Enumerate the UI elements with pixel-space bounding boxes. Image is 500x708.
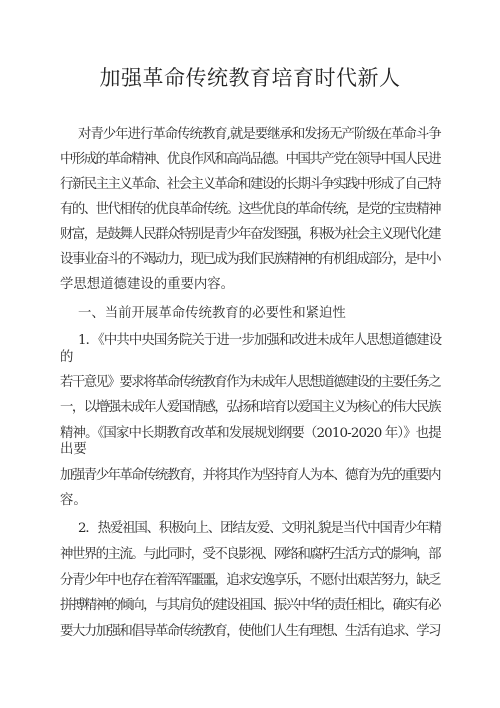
paragraph-line: 出要: [60, 442, 87, 457]
section-heading: 一、当前开展革命传统教育的必要性和紧迫性: [78, 306, 346, 321]
paragraph-line: 加强青少年革命传统教育，并将其作为坚持育人为本、德育为先的重要内: [60, 468, 440, 483]
paragraph-line: 学思想道德建设的重要内容。: [60, 277, 235, 292]
document-title: 加强革命传统教育培育时代新人: [99, 66, 401, 90]
paragraph-line: 要大力加强和倡导革命传统教育，使他们人生有理想、生活有追求、学习: [60, 624, 440, 639]
paragraph-line: 神世界的主流。与此同时，受不良影视、网络和腐朽生活方式的影响，部: [60, 547, 440, 562]
paragraph-line: 容。: [60, 493, 87, 508]
paragraph-line: 一，以增强未成年人爱国情感，弘扬和培育以爱国主义为核心的伟大民族: [60, 400, 440, 415]
paragraph-line: 精神。《国家中长期教育改革和发展规划纲要（2010-2020 年）》也提: [60, 426, 441, 441]
paragraph-line: 的: [60, 350, 74, 365]
paragraph-line: 行新民主主义革命、社会主义革命和建设的长期斗争实践中形成了自己特: [60, 177, 440, 192]
paragraph-line: 设事业奋斗的不竭动力，现已成为我们民族精神的有机组成部分，是中小: [60, 252, 440, 267]
paragraph-line: 中形成的革命精神、优良作风和高尚品德。中国共产党在领导中国人民进: [60, 152, 440, 167]
paragraph-line: 若干意见》要求将革命传统教育作为未成年人思想道德建设的主要任务之: [60, 375, 440, 390]
paragraph-line: 有的、世代相传的优良革命传统。这些优良的革命传统，是党的宝贵精神: [60, 202, 440, 217]
paragraph-line: 对青少年进行革命传统教育,就是要继承和发扬无产阶级在革命斗争: [78, 127, 441, 142]
paragraph-line: 1．《中共中央国务院关于进一步加强和改进未成年人思想道德建设: [78, 333, 442, 348]
paragraph-line: 拼搏精神的倾向，与其肩负的建设祖国、振兴中华的责任相比，确实有必: [60, 598, 440, 613]
paragraph-line: 2．热爱祖国、积极向上、团结友爱、文明礼貌是当代中国青少年精: [78, 521, 441, 536]
paragraph-line: 财富，是鼓舞人民群众特别是青少年奋发图强，积极为社会主义现代化建: [60, 227, 440, 242]
paragraph-line: 分青少年中也存在着浑浑噩噩，追求安逸享乐，不愿付出艰苦努力，缺乏: [60, 573, 440, 588]
